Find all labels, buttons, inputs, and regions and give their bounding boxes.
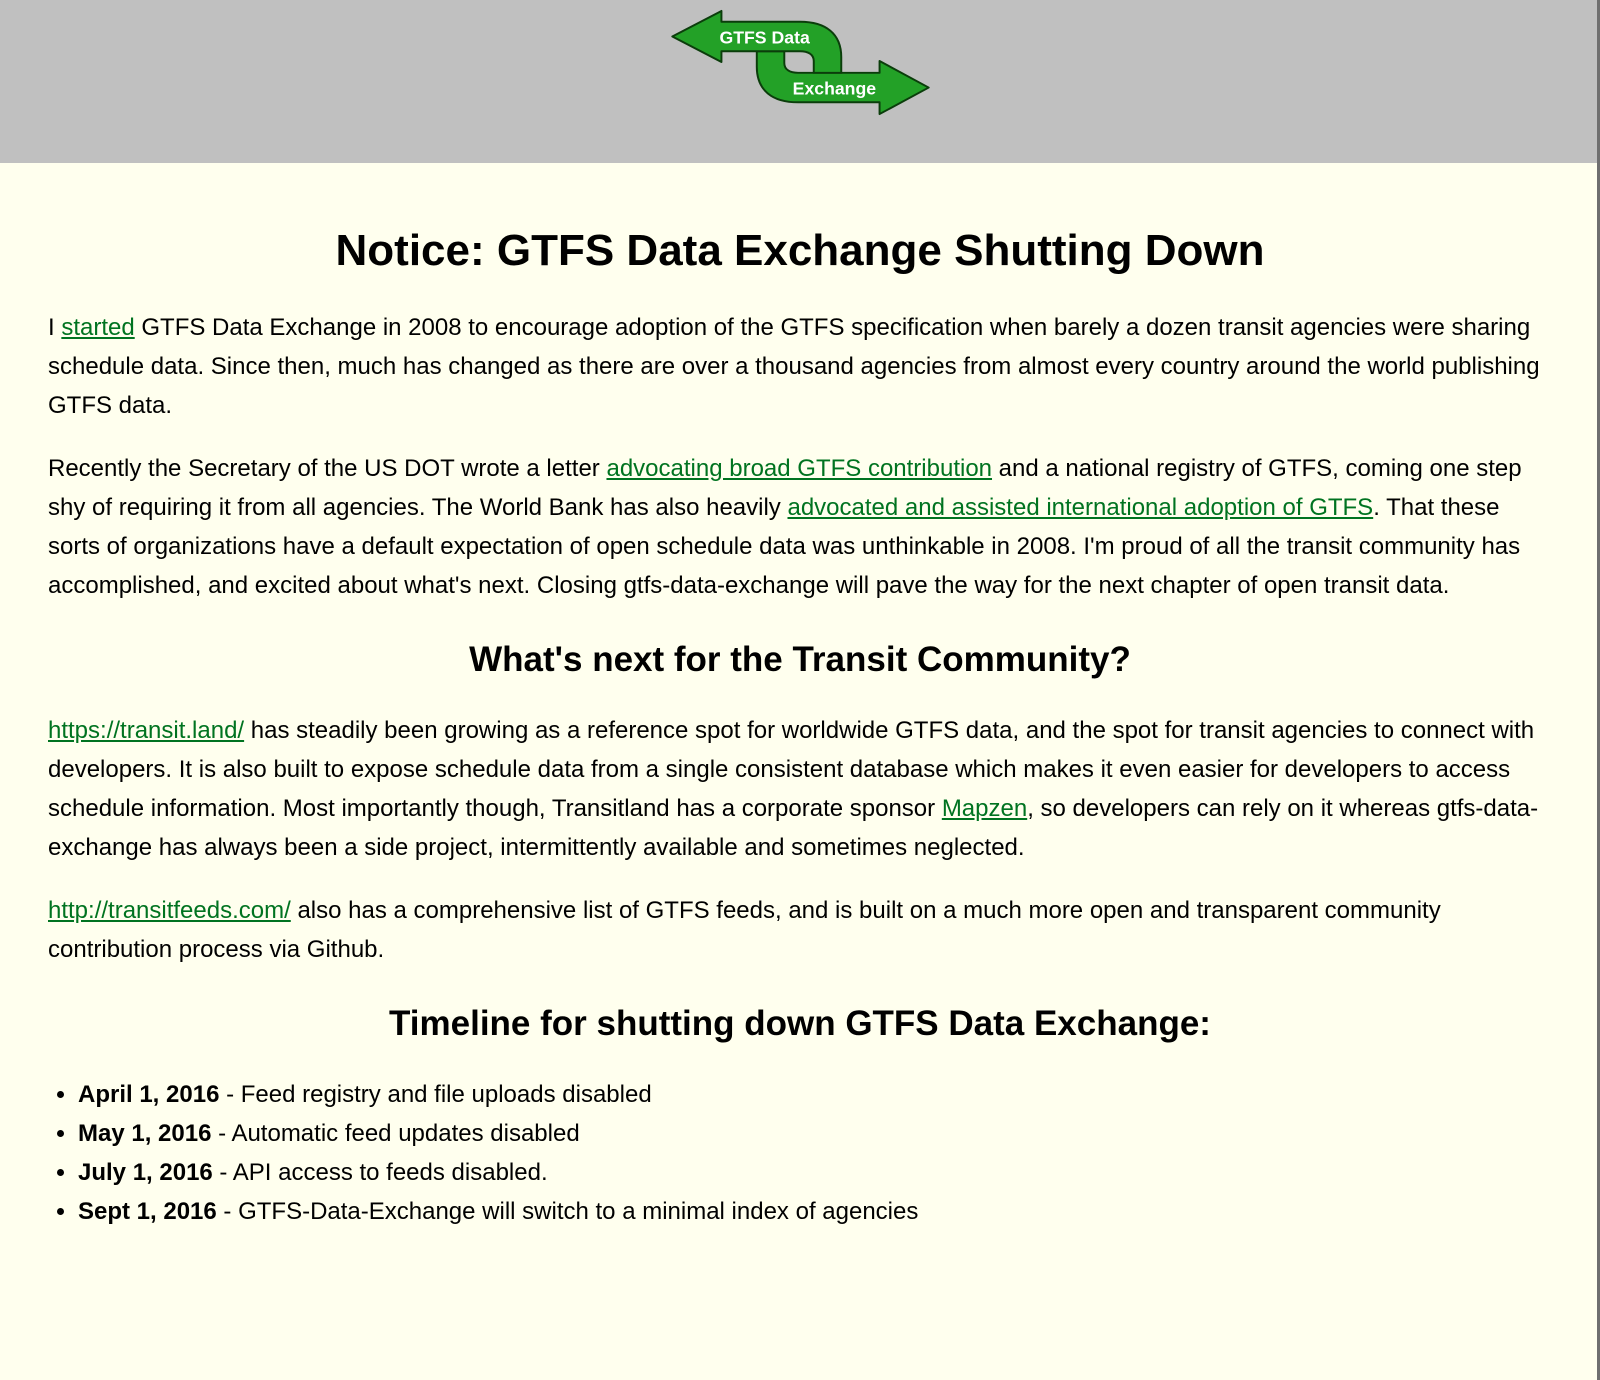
page-title: Notice: GTFS Data Exchange Shutting Down [335, 226, 1265, 275]
paragraph-transitland [48, 711, 1552, 867]
text-run: GTFS Data Exchange in 2008 to encourage adoption of the GTFS specification when barely a dozen transit agencies were sharing schedule data. Since then, much has changed as there are over a thousand agencies from almost every country around the world publishing GTFS data. [48, 313, 1540, 419]
site-header [0, 0, 1600, 163]
paragraph-dot-worldbank [48, 449, 1552, 605]
link-advocating-broad-gtfs-contribution[interactable]: advocating broad GTFS contribution [606, 454, 993, 482]
text-run: , so developers can rely on it whereas gtfs-data-exchange has always been a side project, intermittently available and sometimes neglected. [48, 794, 1539, 861]
link-transitfeeds[interactable]: http://transitfeeds.com/ [48, 896, 291, 924]
paragraph-intro [48, 308, 1552, 425]
timeline-text: - Feed registry and file uploads disabled [219, 1080, 652, 1108]
text-run: and a national registry of GTFS, coming one step shy of requiring it from all agencies. The World Bank has also heavily [48, 454, 1522, 521]
timeline-item-may [78, 1114, 1552, 1153]
timeline-text: - API access to feeds disabled. [212, 1158, 548, 1186]
logo-top-label: GTFS Data [719, 27, 810, 48]
timeline-item-july [78, 1153, 1552, 1192]
timeline-text: - Automatic feed updates disabled [211, 1119, 580, 1147]
text-run: also has a comprehensive list of GTFS feeds, and is built on a much more open and transparent community contribution process via Github. [48, 896, 1441, 963]
timeline-item-sept [78, 1192, 1552, 1231]
text-run: I [48, 313, 62, 341]
text-run: Recently the Secretary of the US DOT wrote a letter [48, 454, 607, 482]
logo-bottom-label: Exchange [792, 78, 876, 99]
link-started[interactable]: started [61, 313, 135, 341]
timeline-date: July 1, 2016 [78, 1158, 213, 1186]
timeline-date: Sept 1, 2016 [78, 1197, 217, 1225]
text-run: has steadily been growing as a reference spot for worldwide GTFS data, and the spot for transit agencies to connect with developers. It is also built to expose schedule data from a single consistent database which makes it even easier for developers to access schedule information. Most importantly though, Transitland has a corporate sponsor [48, 716, 1535, 822]
link-advocated-international-adoption[interactable]: advocated and assisted international adoption of GTFS [787, 493, 1374, 521]
notice-page [0, 225, 1600, 1297]
timeline-date: May 1, 2016 [78, 1119, 212, 1147]
link-transit-land[interactable]: https://transit.land/ [48, 716, 245, 744]
section-heading-whats-next: What's next for the Transit Community? [469, 639, 1131, 679]
timeline-text: - GTFS-Data-Exchange will switch to a minimal index of agencies [216, 1197, 919, 1225]
section-heading-timeline: Timeline for shutting down GTFS Data Exchange: [389, 1003, 1211, 1043]
paragraph-transitfeeds [48, 891, 1552, 969]
link-mapzen[interactable]: Mapzen [941, 794, 1028, 822]
timeline-date: April 1, 2016 [78, 1080, 220, 1108]
gtfs-data-exchange-logo-icon [668, 8, 933, 118]
text-run: . That these sorts of organizations have a default expectation of open schedule data was unthinkable in 2008. I'm proud of all the transit community has accomplished, and excited about what's next. Closing gtfs-data-exchange will pave the way for the next chapter of open transit data. [48, 493, 1521, 599]
timeline-item-april [78, 1075, 1552, 1114]
timeline-list [48, 1075, 1552, 1231]
